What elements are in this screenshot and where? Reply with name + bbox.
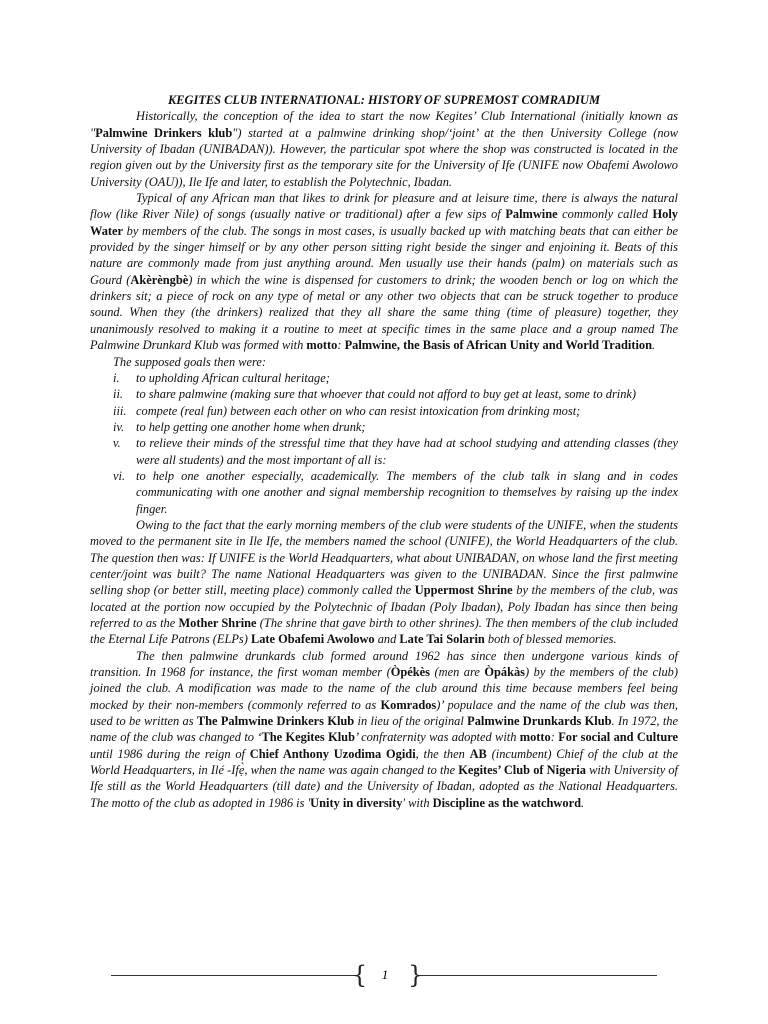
text-run: (incumbent) Chief of the club at the World Headquarters, in Ilé -Ifẹ̀, when the name was again changed to the [90,746,678,778]
text-run: : [550,730,559,745]
footer-rule-left [111,975,355,976]
text-run: with University of Ife still as the World Headquarters (till date) and the University of Ibadan, adopted as the National Headquarters. The motto of the club as adopted in 1986 is ' [90,763,678,810]
bold-term: Òpákàs [484,665,526,680]
footer-rule-right [420,975,657,976]
bold-term: Palmwine Drinkers klub [95,125,233,140]
footer-brace-left: { [352,961,368,989]
list-item [90,435,678,468]
text-run: by the members of the club, was located at the portion now occupied by the Polytechnic of Ibadan (Poly Ibadan), Poly Ibadan has since then being referred to as the [90,583,678,630]
bold-term: Late Obafemi Awolowo [250,632,375,647]
bold-term: Òpékès [390,665,431,680]
list-item [90,386,678,402]
text-run: (men are [430,665,485,680]
bold-term: Palmwine Drunkards Klub [467,714,612,729]
text-run: ' with [402,795,433,810]
text-run: both of blessed memories. [484,632,617,647]
text-run: The then palmwine drunkards club formed around 1962 has since then undergone various kinds of transition. In 1968 for instance, the first woman member ( [90,648,678,680]
paragraph-palmwine-songs [90,190,678,353]
bold-term: For social and Culture [558,730,679,745]
text-run: . In 1972, the name of the club was changed to ‘ [90,714,678,745]
bold-term: Discipline as the watchword [432,795,581,810]
text-run: and [374,632,400,647]
paragraph-headquarters [90,517,678,648]
text-run: Owing to the fact that the early morning members of the club were students of the UNIFE, when the students moved to the permanent site in Ile Ife, the members named the school (UNIFE), the World Headquarters of the club. The question then was: If UNIFE is the World Headquarters, what about UNIBADAN, on whose land the first meeting center/joint was built? The name National Headquarters was given to the UNIBADAN. Since the first palmwine selling shop (or better still, meeting place) commonly called the [90,517,678,598]
list-item-text: compete (real fun) between each other on who can resist intoxication from drinking most; [136,403,581,418]
list-item [90,468,678,517]
bold-term: Komrados [380,697,437,712]
list-item [90,370,678,386]
text-run: . [580,795,585,810]
list-item-text: to upholding African cultural heritage; [136,370,330,385]
text-run: . [651,338,656,353]
text-run: )’ populace and the name of the club was then, used to be written as [90,697,678,729]
bold-term: Holy Water [90,207,678,238]
text-run: ) by the members of the club) joined the club. A modification was made to the name of the club around this time because members feel being mocked by their non-members (commonly referred to as [90,665,678,712]
bold-term: motto [306,338,338,353]
bold-term: Akèrèngbè [130,272,189,287]
list-item [90,403,678,419]
bold-term: Palmwine [505,207,558,222]
list-number: vi. [113,468,126,483]
document-title: KEGITES CLUB INTERNATIONAL: HISTORY OF SUPREMOST COMRADIUM [168,93,600,107]
bold-term: The Palmwine Drinkers Klub [196,714,355,729]
page-number: 1 [381,967,389,982]
list-number: iv. [113,419,125,434]
list-item-text: to relieve their minds of the stressful time that they have had at school studying and attending classes (they were all students) and the most important of all is: [136,436,678,467]
text-run: Typical of any African man that likes to drink for pleasure and at leisure time, there is always the natural flow (like River Nile) of songs (usually native or traditional) after a few sips of [90,191,678,222]
list-item-text: to help getting one another home when drunk; [136,419,366,434]
list-number: iii. [113,403,127,418]
paragraph-transition [90,648,678,811]
text-run: ’ confraternity was adopted with [354,730,520,745]
bold-term: AB [469,746,487,761]
list-number: i. [113,370,120,385]
goals-intro: The supposed goals then were: [113,354,267,369]
text-run: Historically, the conception of the idea to start the now Kegites’ Club International (initially known as " [90,109,678,140]
page-footer [0,960,768,990]
text-run: ") started at a palmwine drinking shop/‘joint’ at the then University College (now University of Ibadan (UNIBADAN)). However, the particular spot where the shop was constructed is located in the region given out by the University first as the temporary site for the University of Ife (UNIFE now Obafemi Awolowo University (OAU)), Ile Ife and later, to establish the Polytechnic, Ibadan. [90,125,678,189]
text-run: , the then [415,746,470,761]
bold-term: motto [519,730,551,745]
list-item-text: to share palmwine (making sure that whoever that could not afford to buy get at least, some to drink) [136,387,637,402]
text-run: in lieu of the original [354,714,468,729]
text-run: : [337,338,345,353]
bold-term: Palmwine, the Basis of African Unity and World Tradition [344,338,652,353]
document-page [90,92,678,811]
bold-term: Kegites’ Club of Nigeria [458,763,586,778]
text-run: commonly called [557,207,653,222]
bold-term: Unity in diversity [310,795,403,810]
text-run: (The shrine that gave birth to other shrines). The then members of the club included the Eternal Life Patrons (ELPs) [90,616,678,647]
list-item-text: to help one another especially, academically. The members of the club talk in slang and in codes communicating with one another and signal membership recognition to themselves by raising up the index finger. [136,468,678,516]
list-number: v. [113,436,121,451]
list-number: ii. [113,387,123,402]
bold-term: Late Tai Solarin [399,632,485,647]
text-run: until 1986 during the reign of [90,746,250,761]
paragraph-origin [90,108,678,190]
bold-term: Uppermost Shrine [414,583,513,598]
text-run: by members of the club. The songs in most cases, is usually backed up with matching beats that can either be provided by the singer himself or by any other person sitting right beside the singer and enjoining it. Beats of this nature are commonly made from just anything around. Men usually use their hands (palm) on materials such as Gourd ( [90,223,678,287]
footer-brace-right: } [408,961,424,989]
goals-list [90,370,678,517]
bold-term: Chief Anthony Uzodima Ogidi [249,746,416,761]
bold-term: Mother Shrine [178,616,257,630]
text-run: ) in which the wine is dispensed for customers to drink; the wooden bench or log on which the drinkers sit; a piece of rock on any type of metal or any other two objects that can be struck together to produce sound. When they (the drinkers) realized that they all share the same thing (time of pleasure) together, they unanimously resolved to making it a routine to meet at specific times in the same place and a group named The Palmwine Drunkard Klub was formed with [90,272,678,353]
bold-term: The Kegites Klub [261,730,355,745]
list-item [90,419,678,435]
